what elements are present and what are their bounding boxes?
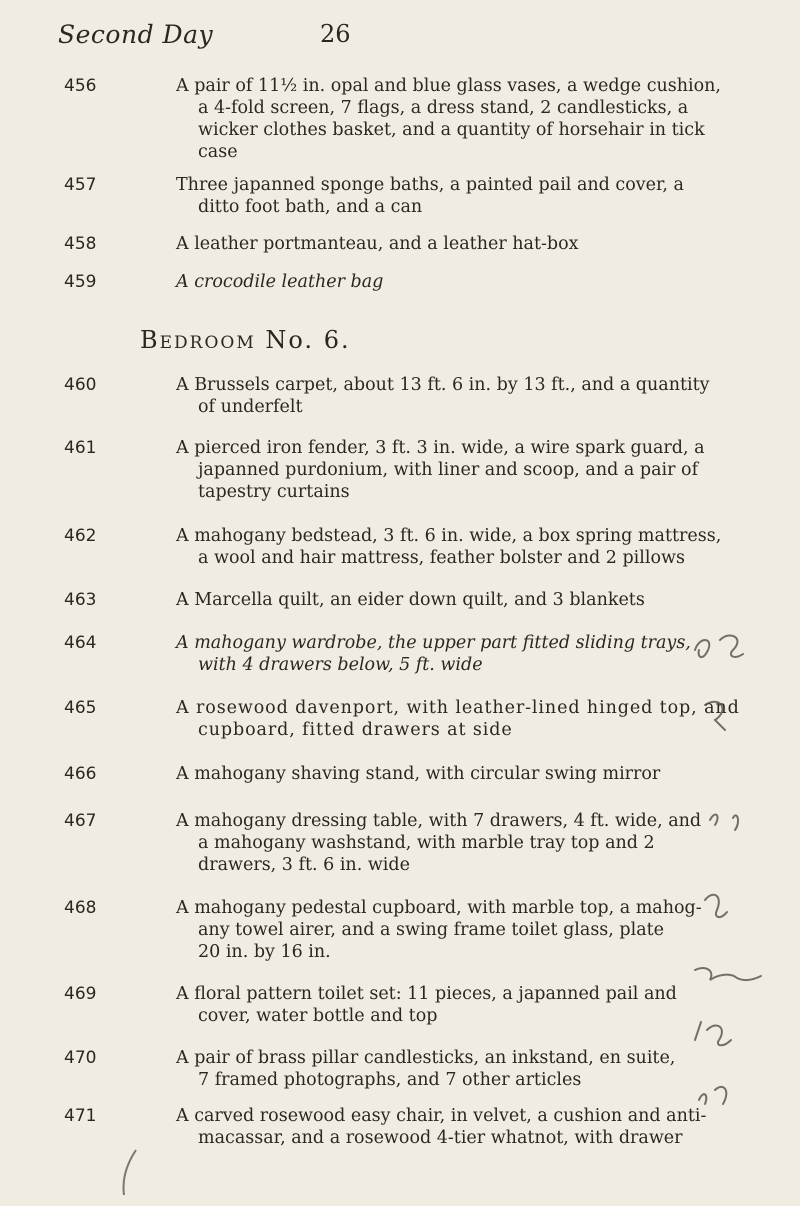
lot-description xyxy=(176,437,746,503)
lot-line: A Brussels carpet, about 13 ft. 6 in. by 13 ft., and a quantity xyxy=(176,375,710,395)
lot-description xyxy=(176,75,746,163)
lot-number: 460 xyxy=(64,375,97,395)
lot-number: 463 xyxy=(64,590,97,610)
lot-number: 469 xyxy=(64,984,97,1004)
lot-line: A leather portmanteau, and a leather hat-box xyxy=(176,234,579,254)
lot-line: A rosewood davenport, with leather-lined hinged top, and xyxy=(176,698,740,718)
lot-number: 459 xyxy=(64,272,97,292)
running-title: Second Day xyxy=(58,20,214,49)
lot-number: 464 xyxy=(64,633,97,653)
lot-description xyxy=(176,374,746,418)
lot-line: a 4-fold screen, 7 flags, a dress stand, 2 candlesticks, a xyxy=(198,98,689,118)
lot-description xyxy=(176,983,746,1027)
lot-number: 457 xyxy=(64,175,97,195)
lot-line: wicker clothes basket, and a quantity of horsehair in tick xyxy=(198,120,705,140)
lot-number: 458 xyxy=(64,234,97,254)
lot-line: A carved rosewood easy chair, in velvet, a cushion and anti- xyxy=(176,1106,707,1126)
pencil-mark-bottom xyxy=(110,1140,150,1200)
lot-line: cover, water bottle and top xyxy=(198,1006,438,1026)
pencil-annotations xyxy=(675,620,795,1180)
lot-line: Three japanned sponge baths, a painted pail and cover, a xyxy=(176,175,684,195)
lot-line: A mahogany pedestal cupboard, with marble top, a mahog- xyxy=(176,898,702,918)
lot-description xyxy=(176,810,746,876)
lot-description xyxy=(176,763,746,785)
lot-line: 7 framed photographs, and 7 other articles xyxy=(198,1070,582,1090)
lot-number: 471 xyxy=(64,1106,97,1126)
lot-line: a wool and hair mattress, feather bolster and 2 pillows xyxy=(198,548,685,568)
lot-line: A Marcella quilt, an eider down quilt, and 3 blankets xyxy=(176,590,645,610)
lot-description xyxy=(176,589,746,611)
lot-line: of underfelt xyxy=(198,397,303,417)
lot-description xyxy=(176,632,746,676)
lot-line: A mahogany wardrobe, the upper part fitted sliding trays, xyxy=(176,633,691,653)
lot-line: with 4 drawers below, 5 ft. wide xyxy=(198,655,483,675)
lot-line: A floral pattern toilet set: 11 pieces, a japanned pail and xyxy=(176,984,677,1004)
lot-description xyxy=(176,233,746,255)
lot-line: cupboard, fitted drawers at side xyxy=(198,720,513,740)
page-header xyxy=(58,20,758,56)
lot-line: A pair of 11½ in. opal and blue glass vases, a wedge cushion, xyxy=(176,76,721,96)
lot-number: 467 xyxy=(64,811,97,831)
lot-line: A pair of brass pillar candlesticks, an inkstand, en suite, xyxy=(176,1048,676,1068)
lot-line: any towel airer, and a swing frame toilet glass, plate xyxy=(198,920,665,940)
lot-description xyxy=(176,697,746,741)
page-number: 26 xyxy=(320,20,351,48)
lot-line: A mahogany dressing table, with 7 drawers, 4 ft. wide, and xyxy=(176,811,702,831)
lot-line: A crocodile leather bag xyxy=(176,272,384,292)
lot-number: 461 xyxy=(64,438,97,458)
lot-number: 462 xyxy=(64,526,97,546)
lot-line: drawers, 3 ft. 6 in. wide xyxy=(198,855,410,875)
lot-line: a mahogany washstand, with marble tray top and 2 xyxy=(198,833,655,853)
lot-number: 470 xyxy=(64,1048,97,1068)
lot-line: macassar, and a rosewood 4-tier whatnot, with drawer xyxy=(198,1128,683,1148)
section-room: Bedroom xyxy=(140,326,256,354)
lot-line: 20 in. by 16 in. xyxy=(198,942,331,962)
lot-description xyxy=(176,1047,746,1091)
lot-description xyxy=(176,174,746,218)
lot-number: 466 xyxy=(64,764,97,784)
section-number: No. 6. xyxy=(265,326,351,354)
section-heading xyxy=(140,326,351,354)
lot-line: case xyxy=(198,142,238,162)
lot-description xyxy=(176,897,746,963)
lot-description xyxy=(176,1105,746,1149)
lot-line: A pierced iron fender, 3 ft. 3 in. wide, a wire spark guard, a xyxy=(176,438,705,458)
lot-number: 456 xyxy=(64,76,97,96)
lot-line: tapestry curtains xyxy=(198,482,350,502)
lot-line: ditto foot bath, and a can xyxy=(198,197,423,217)
lot-line: japanned purdonium, with liner and scoop, and a pair of xyxy=(198,460,699,480)
lot-description xyxy=(176,271,746,293)
lot-number: 468 xyxy=(64,898,97,918)
lot-line: A mahogany bedstead, 3 ft. 6 in. wide, a box spring mattress, xyxy=(176,526,722,546)
lot-number: 465 xyxy=(64,698,97,718)
lot-line: A mahogany shaving stand, with circular swing mirror xyxy=(176,764,661,784)
lot-description xyxy=(176,525,746,569)
